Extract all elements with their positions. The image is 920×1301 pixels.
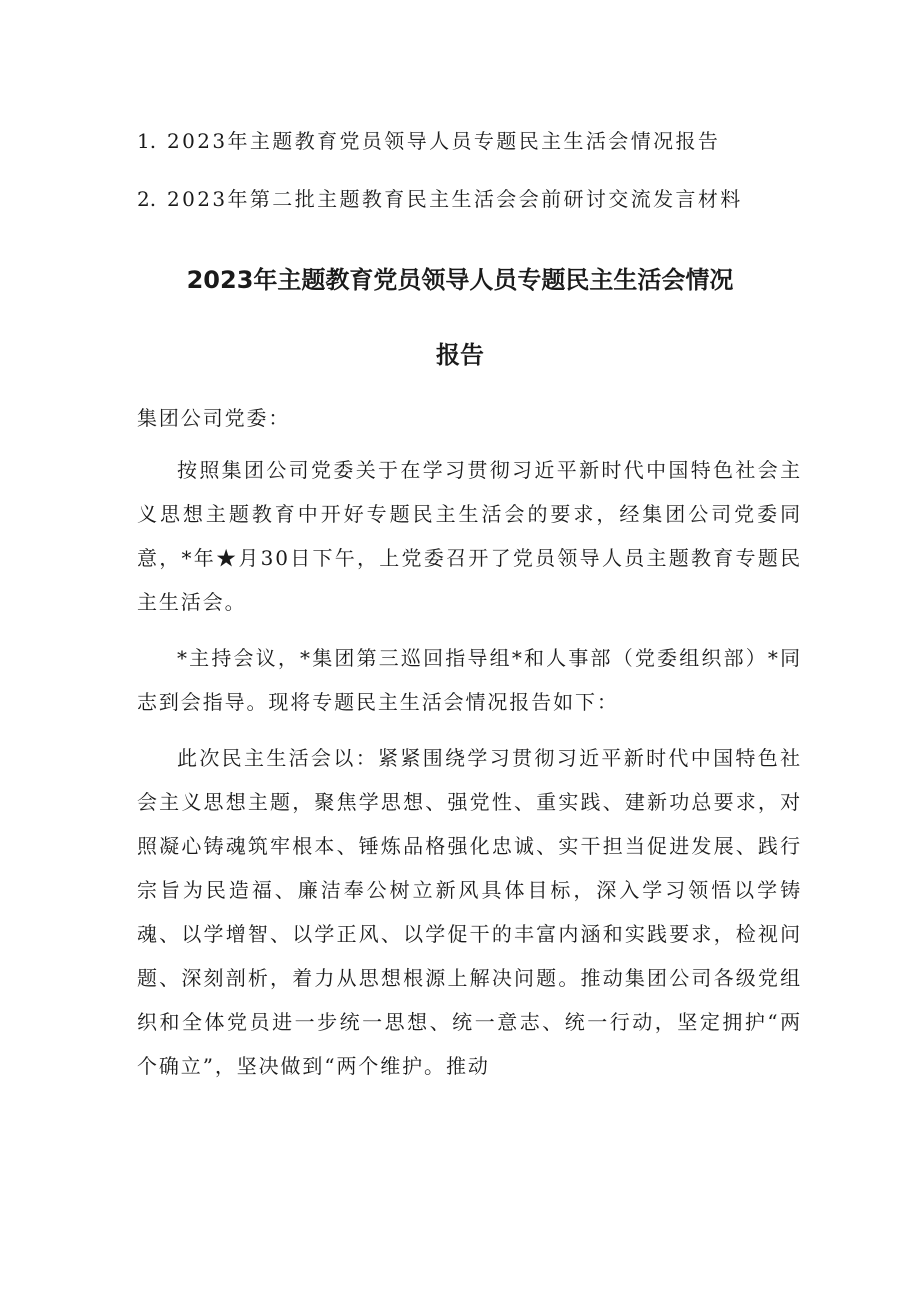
salutation: 集团公司党委：	[137, 406, 291, 430]
toc-item-number: 2.	[137, 187, 157, 211]
body-paragraph-1: 按照集团公司党委关于在学习贯彻习近平新时代中国特色社会主义思想主题教育中开好专题民主生活会的要求，经集团公司党委同意，*年★月30日下午，上党委召开了党员领导人员主题教育专题民主生活会。	[137, 458, 802, 614]
toc-item-2	[137, 182, 817, 216]
toc-item-number: 1.	[137, 129, 157, 153]
toc-item-text: 2023年主题教育党员领导人员专题民主生活会情况报告	[167, 129, 721, 153]
document-title-line-1: 2023年主题教育党员领导人员专题民主生活会情况	[186, 266, 734, 294]
toc-item-1	[137, 124, 817, 158]
document-title-line-2: 报告	[436, 341, 484, 369]
table-of-contents	[137, 124, 817, 240]
body-paragraph-2: *主持会议，*集团第三巡回指导组*和人事部（党委组织部）*同志到会指导。现将专题民主生活会情况报告如下：	[137, 646, 802, 714]
toc-item-text: 2023年第二批主题教育民主生活会会前研讨交流发言材料	[167, 187, 743, 211]
body-paragraph-3: 此次民主生活会以：紧紧围绕学习贯彻习近平新时代中国特色社会主义思想主题，聚焦学思想、强党性、重实践、建新功总要求，对照凝心铸魂筑牢根本、锤炼品格强化忠诚、实干担当促进发展、践行宗旨为民造福、廉洁奉公树立新风具体目标，深入学习领悟以学铸魂、以学增智、以学正风、以学促干的丰富内涵和实践要求，检视问题、深刻剖析，着力从思想根源上解决问题。推动集团公司各级党组织和全体党员进一步统一思想、统一意志、统一行动，坚定拥护“两个确立”，坚决做到“两个维护。推动	[137, 746, 802, 1078]
document-body	[137, 396, 802, 1100]
